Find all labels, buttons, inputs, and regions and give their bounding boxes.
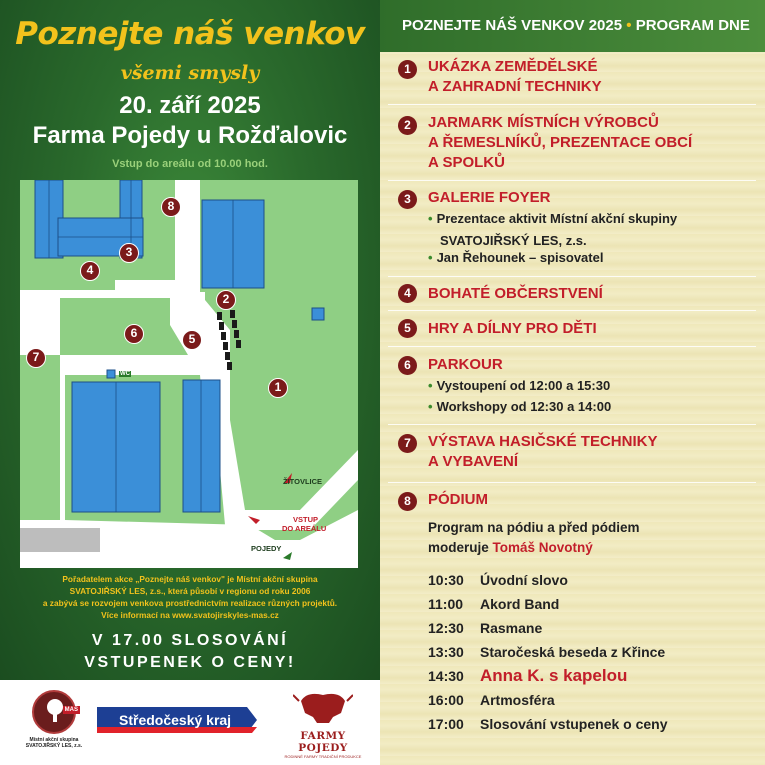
- schedule-row: [428, 644, 665, 660]
- organizer-line: Pořadatelem akce „Poznejte náš venkov" je Místní akční skupina: [62, 574, 318, 584]
- divider: [388, 482, 756, 483]
- bullet-dot-icon: •: [428, 378, 433, 393]
- section-bullet: [428, 248, 603, 268]
- divider: [388, 276, 756, 277]
- mas-caption: [25, 737, 83, 749]
- mas-caption-2: SVATOJIŘSKÝ LES, z.s.: [25, 743, 83, 749]
- moderator-name: Tomáš Novotný: [492, 540, 593, 555]
- organizer-line: SVATOJIŘSKÝ LES, z.s., která působí v regionu od roku 2006: [69, 586, 311, 596]
- map-marker: 6: [124, 324, 144, 344]
- schedule-row: [428, 692, 555, 708]
- map-label-vstup: VSTUP: [293, 515, 319, 524]
- section-title-line: UKÁZKA ZEMĚDĚLSKÉ: [428, 58, 598, 75]
- schedule-time: 12:30: [428, 620, 464, 636]
- section-number: 3: [398, 190, 417, 209]
- event-venue: Farma Pojedy u Rožďalovic: [32, 122, 348, 149]
- raffle-line-1: V 17.00 SLOSOVÁNÍ: [91, 632, 289, 649]
- section-title-line: A ZAHRADNÍ TECHNIKY: [428, 78, 602, 95]
- section-title-line: VÝSTAVA HASIČSKÉ TECHNIKY: [428, 433, 658, 450]
- program-section-6: [380, 355, 765, 421]
- mas-badge: MAS: [64, 707, 78, 713]
- schedule-time: 10:30: [428, 572, 464, 588]
- section-bullet: [428, 397, 611, 417]
- schedule-item: Slosování vstupenek o ceny: [480, 716, 668, 732]
- section-title: [428, 432, 657, 472]
- section-bullet: [428, 209, 677, 229]
- section-number: 7: [398, 434, 417, 453]
- stredocesky-kraj-text: Středočeský kraj: [119, 712, 232, 728]
- raffle-line-2: VSTUPENEK O CENY!: [84, 654, 296, 671]
- schedule-time: 14:30: [428, 668, 464, 684]
- schedule-row: [428, 596, 559, 612]
- map-marker: 4: [80, 261, 100, 281]
- schedule-item: Staročeská beseda z Křince: [480, 644, 666, 660]
- section-number: 6: [398, 356, 417, 375]
- program-section-7: [380, 432, 765, 480]
- map-marker: 8: [161, 197, 181, 217]
- bullet-dot-icon: •: [428, 250, 433, 265]
- map-drawing: [20, 180, 358, 568]
- section-number: 1: [398, 60, 417, 79]
- event-date: 20. září 2025: [119, 92, 261, 119]
- map-marker: 1: [268, 378, 288, 398]
- left-panel: [0, 0, 380, 680]
- mas-logo: [25, 690, 83, 749]
- mas-caption-1: Místní akční skupina: [29, 737, 79, 743]
- program-header: [380, 0, 765, 52]
- schedule-row: [428, 716, 668, 732]
- schedule-item: Akord Band: [480, 596, 560, 612]
- schedule-item: Artmosféra: [480, 692, 555, 708]
- program-section-1: [380, 56, 765, 104]
- stage-intro: [428, 518, 640, 558]
- map-label-vstup-2: DO AREÁLU: [282, 524, 327, 533]
- program-section-4: [380, 284, 765, 308]
- divider: [388, 104, 756, 105]
- section-title: [428, 113, 692, 173]
- divider: [388, 424, 756, 425]
- section-number: 4: [398, 284, 417, 303]
- divider: [388, 180, 756, 181]
- stredocesky-kraj-logo: [97, 707, 257, 733]
- schedule-time: 13:30: [428, 644, 464, 660]
- divider: [388, 346, 756, 347]
- schedule-item-highlight: Anna K. s kapelou: [480, 666, 628, 685]
- map-marker: 3: [119, 243, 139, 263]
- bullet-dot-icon: •: [428, 399, 433, 414]
- section-title-line: A SPOLKŮ: [428, 154, 505, 171]
- schedule-item: Rasmane: [480, 620, 543, 636]
- organizer-line: a zabývá se rozvojem venkova prostřednictvím realizace různých projektů.: [42, 598, 338, 608]
- farmy-pojedy-logo: [283, 687, 363, 759]
- stage-intro-line: Program na pódiu a před pódiem: [428, 520, 640, 535]
- map-marker: 7: [26, 348, 46, 368]
- schedule-time: 11:00: [428, 596, 464, 612]
- map-label-pojedy: POJEDY: [251, 544, 282, 553]
- schedule-row: [428, 572, 568, 588]
- section-title-line: JARMARK MÍSTNÍCH VÝROBCŮ: [428, 114, 659, 131]
- stage-intro-line: [428, 538, 640, 558]
- raffle-notice: [0, 630, 380, 674]
- map-label-wc: WC: [120, 371, 130, 377]
- event-subtitle: všemi smysly: [120, 62, 260, 84]
- section-title: HRY A DÍLNY PRO DĚTI: [428, 320, 597, 337]
- bullet-dot-icon: •: [428, 211, 433, 226]
- farmy-pojedy-subtitle: RODINNÉ FARMY TRADIČNÍ PRODUKCE: [284, 754, 362, 759]
- section-title: GALERIE FOYER: [428, 189, 551, 206]
- farmy-pojedy-text: FARMY POJEDY: [298, 730, 348, 754]
- schedule-row: [428, 666, 627, 686]
- section-title: PARKOUR: [428, 356, 503, 373]
- schedule-time: 16:00: [428, 692, 464, 708]
- bullet-text: Workshopy od 12:30 a 14:00: [436, 399, 612, 414]
- map-marker: 5: [182, 330, 202, 350]
- bullet-text: Prezentace aktivit Místní akční skupiny: [436, 211, 678, 226]
- schedule-time: 17:00: [428, 716, 464, 732]
- entry-time: Vstup do areálu od 10.00 hod.: [112, 158, 268, 170]
- section-number: 5: [398, 319, 417, 338]
- section-number: 2: [398, 116, 417, 135]
- schedule-row: [428, 620, 542, 636]
- bullet-text: Jan Řehounek – spisovatel: [436, 250, 604, 265]
- program-section-8: [380, 490, 765, 760]
- venue-map: [20, 180, 358, 568]
- section-number: 8: [398, 492, 417, 511]
- mas-emblem-icon: [32, 690, 76, 734]
- program-section-3: [380, 188, 765, 272]
- moderator-prefix: moderuje: [428, 540, 489, 555]
- event-title: Poznejte náš venkov: [15, 16, 365, 52]
- section-title-line: A ŘEMESLNÍKŮ, PREZENTACE OBCÍ: [428, 134, 693, 151]
- program-section-2: [380, 112, 765, 178]
- section-title: PÓDIUM: [428, 491, 488, 508]
- schedule-item: Úvodní slovo: [480, 572, 568, 588]
- section-title-line: A VYBAVENÍ: [428, 453, 519, 470]
- divider: [388, 310, 756, 311]
- program-heading: POZNEJTE NÁŠ VENKOV 2025: [402, 17, 623, 34]
- section-title: BOHATÉ OBČERSTVENÍ: [428, 285, 603, 302]
- program-section-5: [380, 319, 765, 343]
- bullet-text: Vystoupení od 12:00 a 15:30: [436, 378, 611, 393]
- organizer-info: [30, 573, 350, 621]
- section-bullet: [428, 376, 610, 396]
- heading-dot: •: [626, 17, 632, 34]
- organizer-line: Více informací na www.svatojirskyles-mas.cz: [101, 610, 279, 620]
- map-label-zitovlice: ŽITOVLICE: [283, 477, 323, 486]
- section-title: [428, 57, 602, 97]
- bullet-text-continued: SVATOJIŘSKÝ LES, z.s.: [440, 233, 587, 248]
- program-heading-suffix: PROGRAM DNE: [635, 17, 750, 34]
- map-marker: 2: [216, 290, 236, 310]
- bull-icon: [293, 687, 353, 725]
